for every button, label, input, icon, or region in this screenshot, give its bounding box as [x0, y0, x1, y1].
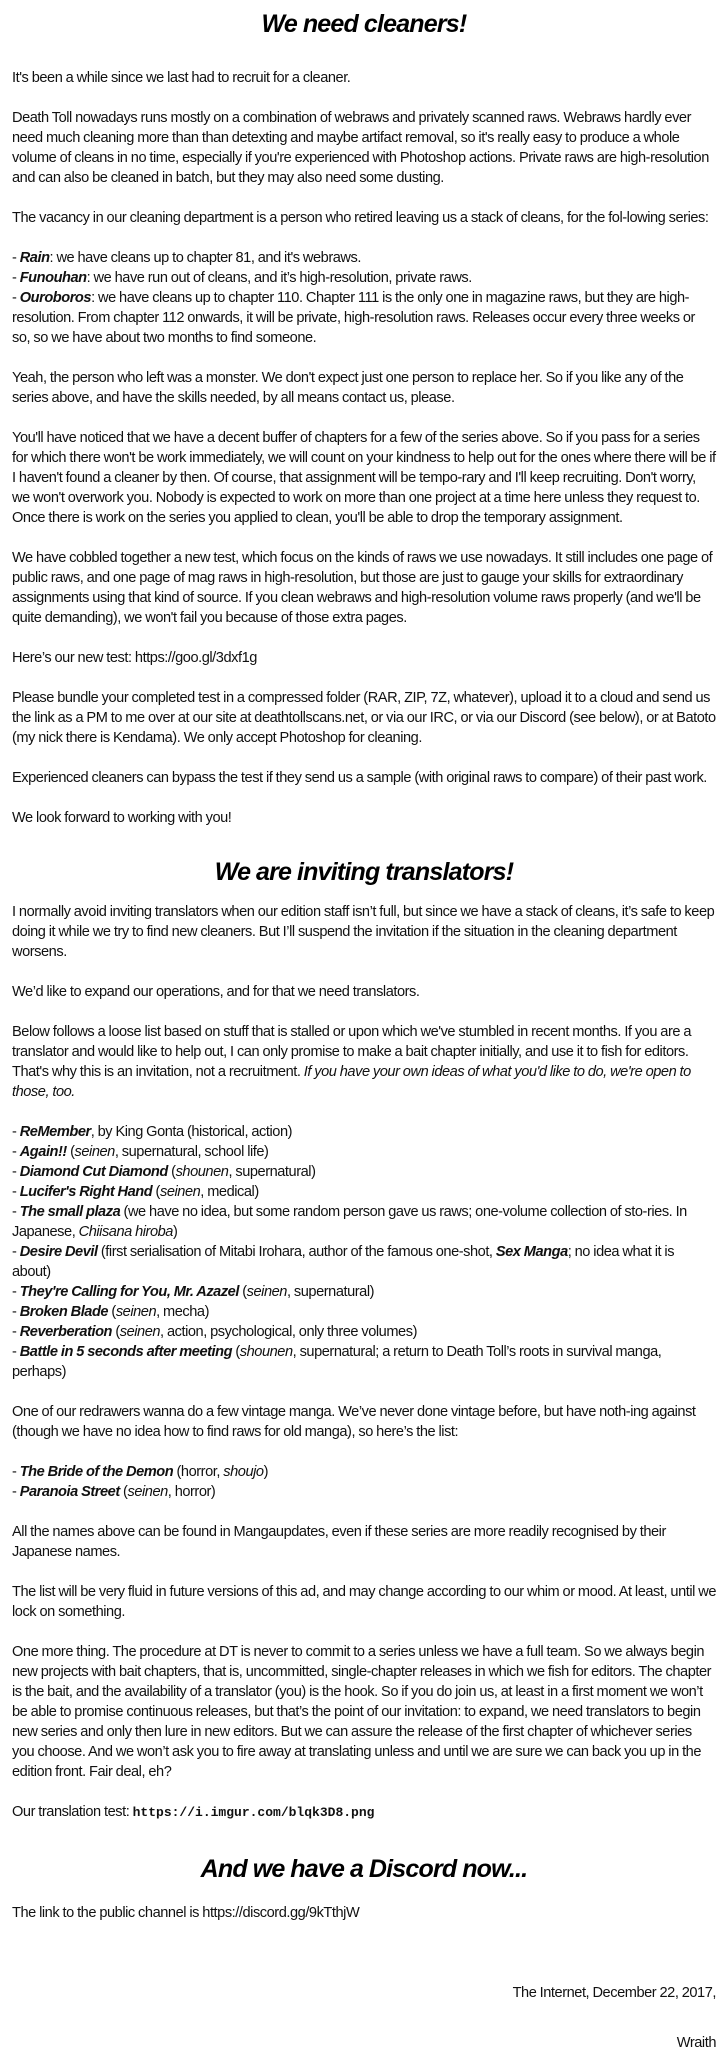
translators-section [12, 856, 716, 1823]
series-desc: ( [112, 1324, 120, 1340]
discord-line [12, 1903, 716, 1923]
cleaners-heading: We need cleaners! [261, 10, 467, 38]
mangaupdates-paragraph: All the names above can be found in Mangaupdates, even if these series are more readily recognised by their Japanese names. [12, 1524, 666, 1560]
series-desc: ( [66, 1144, 75, 1160]
cleaners-intro: It's been a while since we last had to recruit for a cleaner. [12, 70, 351, 86]
series-title: The small plaza [19, 1204, 121, 1220]
series-desc: , supernatural) [286, 1284, 375, 1300]
series-desc: ( [167, 1164, 176, 1180]
discord-heading: And we have a Discord now... [200, 1855, 528, 1883]
series-desc: ) [263, 1464, 268, 1480]
series-title: Reverberation [19, 1324, 113, 1340]
series-title: Broken Blade [19, 1304, 109, 1320]
expand-paragraph: We’d like to expand our operations, and for that we need translators. [12, 984, 420, 1000]
series-desc: (horror, [173, 1464, 224, 1480]
series-desc: ( [232, 1344, 240, 1360]
bundle-paragraph: Please bundle your completed test in a compressed folder (RAR, ZIP, 7Z, whatever), upload it to a cloud and send us the link as a PM to me over at our site at deathtollscans.net, or via our IRC, or via our Discord (see below), or at Batoto (my nick there is Kendama). We only accept Photoshop for cleaning. [12, 690, 716, 746]
series-desc: , supernatural, school life) [114, 1144, 269, 1160]
translators-heading: We are inviting translators! [214, 858, 514, 886]
series-desc: ; no idea what it is about) [12, 1244, 675, 1280]
series-desc: , supernatural; a return to Death Toll’s roots in survival manga, perhaps) [12, 1344, 662, 1380]
cleaning-test-link[interactable]: https://goo.gl/3dxf1g [134, 650, 257, 666]
cleaners-section [12, 8, 716, 828]
series-title: ReMember [19, 1124, 91, 1140]
experienced-paragraph: Experienced cleaners can bypass the test if they send us a sample (with original raws to compare) of their past work. [12, 770, 707, 786]
list-item: - Reverberation (seinen, action, psychological, only three volumes) [12, 1324, 417, 1340]
genre-italic: seinen [115, 1304, 157, 1320]
translation-test-line [12, 1802, 716, 1823]
discord-label: The link to the public channel is [12, 1905, 203, 1921]
translation-test-label: Our translation test: [12, 1804, 133, 1820]
fluid-paragraph: The list will be very fluid in future versions of this ad, and may change according to our whim or mood. At least, until we lock on something. [12, 1584, 716, 1620]
series-title: Lucifer's Right Hand [19, 1184, 153, 1200]
series-title: Funouhan [19, 270, 87, 286]
series-desc: ( [119, 1484, 128, 1500]
below-text: Below follows a loose list based on stuff that is stalled or upon which we've stumbled in recent months. If you are a translator and would like to help out, I can only promise to make a bait chapter initially, and use it to fish for editors. That's why this is an invitation, not a recruitment. [12, 1024, 692, 1080]
series-title: Rain [19, 250, 50, 266]
series-desc: (we have no idea, but some random person gave us raws; one-volume collection of sto-ries. In Japanese, [12, 1204, 687, 1240]
series-title: The Bride of the Demon [19, 1464, 174, 1480]
signature-author: Wraith [676, 2035, 716, 2051]
genre-italic: seinen [119, 1324, 161, 1340]
series-title: They're Calling for You, Mr. Azazel [19, 1284, 239, 1300]
cleaning-series-list [12, 248, 716, 348]
translation-series-list [12, 1122, 716, 1382]
list-item: - They're Calling for You, Mr. Azazel (seinen, supernatural) [12, 1284, 375, 1300]
list-item: - Battle in 5 seconds after meeting (shounen, supernatural; a return to Death Toll’s roots in survival manga, perhaps) [12, 1344, 662, 1380]
genre-italic: seinen [159, 1184, 201, 1200]
series-title: Desire Devil [19, 1244, 98, 1260]
genre-italic: shounen [239, 1344, 293, 1360]
series-desc: , mecha) [156, 1304, 210, 1320]
list-item: - ReMember, by King Gonta (historical, action) [12, 1124, 293, 1140]
list-item: - The Bride of the Demon (horror, shoujo) [12, 1464, 268, 1480]
series-title: Diamond Cut Diamond [19, 1164, 168, 1180]
series-desc: : we have cleans up to chapter 81, and it's webraws. [49, 250, 361, 266]
series-desc: , by King Gonta (historical, action) [90, 1124, 293, 1140]
list-item: - Rain: we have cleans up to chapter 81, and it's webraws. [12, 250, 361, 266]
genre-italic: Chiisana hiroba [78, 1224, 173, 1240]
one-more-thing-paragraph: One more thing. The procedure at DT is never to commit to a series unless we have a full team. So we always begin new projects with bait chapters, that is, uncommitted, single-chapter releases in which we fish for editors. The chapter is the bait, and the availability of a translator (you) is the hook. So if you do join us, at least in a first moment we won’t be able to promise continuous releases, but that’s the point of our invitation: to expand, we need translators to begin new series and only then lure in new editors. But we can assure the release of the first chapter of whichever series you choose. And we won’t ask you to fire away at translating unless and until we are sure we can back you up in the edition front. Fair deal, eh? [12, 1644, 712, 1780]
signature-place-date: The Internet, December 22, 2017, [512, 1985, 716, 2001]
series-desc: , action, psychological, only three volumes) [160, 1324, 417, 1340]
list-item: - Lucifer's Right Hand (seinen, medical) [12, 1184, 259, 1200]
series-desc: , supernatural) [228, 1164, 316, 1180]
referenced-title: Sex Manga [495, 1244, 568, 1260]
series-desc: ( [152, 1184, 160, 1200]
list-item: - Desire Devil (first serialisation of Mitabi Irohara, author of the famous one-shot, Sex Manga; no idea what it is about) [12, 1244, 675, 1280]
vintage-paragraph: One of our redrawers wanna do a few vintage manga. We’ve never done vintage before, but have noth-ing against (though we have no idea how to find raws for old manga), so here’s the list: [12, 1404, 696, 1440]
list-item: - Broken Blade (seinen, mecha) [12, 1304, 210, 1320]
list-item: - The small plaza (we have no idea, but some random person gave us raws; one-volume collection of sto-ries. In Japanese, Chiisana hiroba) [12, 1204, 687, 1240]
series-title: Again!! [19, 1144, 67, 1160]
genre-italic: seinen [74, 1144, 115, 1160]
list-item: - Paranoia Street (seinen, horror) [12, 1484, 216, 1500]
look-forward-paragraph: We look forward to working with you! [12, 810, 232, 826]
signature [12, 1983, 716, 2053]
genre-italic: seinen [246, 1284, 287, 1300]
vintage-series-list [12, 1462, 716, 1502]
vacancy-paragraph: The vacancy in our cleaning department is a person who retired leaving us a stack of cleans, for the fol-lowing series: [12, 210, 709, 226]
series-title: Battle in 5 seconds after meeting [19, 1344, 233, 1360]
translation-test-link[interactable]: https://i.imgur.com/blqk3D8.png [132, 1805, 375, 1820]
below-paragraph [12, 1022, 716, 1102]
raws-paragraph: Death Toll nowadays runs mostly on a combination of webraws and privately scanned raws. Webraws hardly ever need much cleaning more than than detexting and maybe artifact removal, so it's really easy to produce a whole volume of cleans in no time, especially if you're experienced with Photoshop actions. Private raws are high-resolution and can also be cleaned in batch, but they may also need some dusting. [12, 110, 709, 186]
discord-section [12, 1853, 716, 1923]
series-desc: , horror) [167, 1484, 216, 1500]
list-item: - Ouroboros: we have cleans up to chapter 110. Chapter 111 is the only one in magazine raws, but they are high-resolution. From chapter 112 onwards, it will be private, high-resolution raws. Releases occur every three weeks or so, so we have about two months to find someone. [12, 290, 695, 346]
test-paragraph: We have cobbled together a new test, which focus on the kinds of raws we use nowadays. It still includes one page of public raws, and one page of mag raws in high-resolution, but those are just to gauge your skills for extraordinary assignments using that kind of source. If you clean webraws and high-resolution volume raws properly (and we'll be quite demanding), we won't fail you because of those extra pages. [12, 550, 713, 626]
series-desc: ) [172, 1224, 178, 1240]
monster-paragraph: Yeah, the person who left was a monster. We don't expect just one person to replace her. So if you like any of the series above, and have the skills needed, by all means contact us, please. [12, 370, 684, 406]
series-desc: (first serialisation of Mitabi Irohara, author of the famous one-shot, [97, 1244, 496, 1260]
discord-link[interactable]: https://discord.gg/9kTthjW [202, 1905, 360, 1921]
below-italic-text: If you have your own ideas of what you'd like to do, we're open to those, too. [12, 1064, 691, 1100]
list-item: - Diamond Cut Diamond (shounen, supernatural) [12, 1164, 316, 1180]
list-item: - Again!! (seinen, supernatural, school life) [12, 1144, 269, 1160]
series-desc: ( [108, 1304, 116, 1320]
cleaning-test-label: Here’s our new test: [12, 650, 135, 666]
cleaning-test-line [12, 648, 716, 668]
series-desc: , medical) [200, 1184, 259, 1200]
genre-italic: shoujo [223, 1464, 264, 1480]
series-desc: : we have cleans up to chapter 110. Chapter 111 is the only one in magazine raws, but they are high-resolution. From chapter 112 onwards, it will be private, high-resolution raws. Releases occur every three weeks or so, so we have about two months to find someone. [12, 290, 695, 346]
genre-italic: shounen [175, 1164, 229, 1180]
list-item: - Funouhan: we have run out of cleans, and it’s high-resolution, private raws. [12, 270, 472, 286]
normally-paragraph: I normally avoid inviting translators when our edition staff isn’t full, but since we have a stack of cleans, it’s safe to keep doing it while we try to find new cleaners. But I’ll suspend the invitation if the situation in the cleaning department worsens. [12, 904, 715, 960]
series-desc: : we have run out of cleans, and it’s high-resolution, private raws. [86, 270, 472, 286]
series-desc: ( [238, 1284, 247, 1300]
series-title: Ouroboros [19, 290, 92, 306]
genre-italic: seinen [127, 1484, 168, 1500]
buffer-paragraph: You'll have noticed that we have a decent buffer of chapters for a few of the series above. So if you pass for a series for which there won't be work immediately, we will count on your kindness to help out for the ones where there will be if I haven't found a cleaner by then. Of course, that assignment will be tempo-rary and I'll keep recruiting. Don't worry, we won't overwork you. Nobody is expected to work on more than one project at a time here unless they request to. Once there is work on the series you applied to clean, you'll be able to drop the temporary assignment. [12, 430, 716, 526]
series-title: Paranoia Street [19, 1484, 120, 1500]
